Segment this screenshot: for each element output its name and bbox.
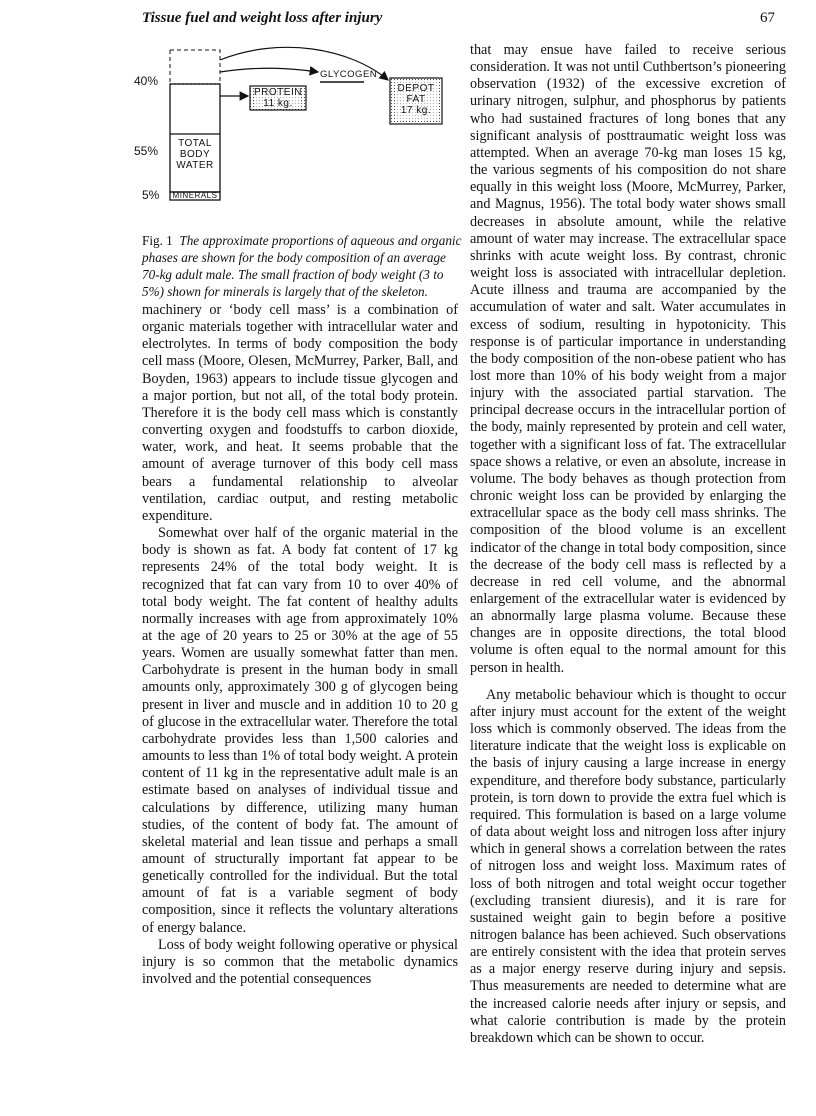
minerals-label: MINERALS (172, 191, 218, 200)
running-header: Tissue fuel and weight loss after injury (142, 10, 383, 26)
right-paragraph-1: that may ensue have failed to receive serious consideration. It was not until Cuthbertson’s pioneering observation (1932) of the excessive excretion of urinary nitrogen, sulphur, and phosphorus by patients who had sustained fractures of long bones that any significant analysis of posttraumatic weight loss was attempted. When an average 70-kg man loses 15 kg, the various segments of his composition do not share equally in this weight loss (Moore, McMurrey, Parker, and Magnus, 1956). The total body water shows small decreases in absolute amount, while the relative amount of water may increase. The extracellular space shrinks with acute weight loss. By contrast, chronic weight loss is associated with intracellular depletion. Acute illness and trauma are accompanied by the accumulation of water and salt. Water accumulates in excess of sodium, resulting in hypotonicity. This response is of particular importance in understanding the body composition of the non-obese patient who has lost more than 10% of his body weight from a major injury with the associated partial starvation. The principal decrease occurs in the intracellular portion of the body, mainly represented by protein and cell water, together with a significant loss of fat. The extracellular space shows a relative, or even an absolute, increase in volume. The body behaves as though protection from chronic weight loss can be provided by enlarging the extracellular space as the body cell mass shrinks. The composition of the blood volume is an excellent indicator of the change in total body composition, since the decrease of the body cell mass is reflected by a decrease in red cell volume, and the abnormal enlargement of the extracellular water is evidenced by an abnormally large plasma volume. Because these changes are in opposite directions, the total blood volume is often equal to the normal amount for this person in health. (470, 42, 786, 676)
arrow-to-glycogen (220, 68, 318, 72)
pct-40-label: 40% (134, 74, 159, 88)
figure-caption (142, 232, 462, 300)
left-paragraph-1: machinery or ‘body cell mass’ is a combination of organic materials together with intracellular water and electrolytes. In terms of body composition the body cell mass (Moore, Olesen, McMurrey, Parker, Ball, and Boyden, 1963) appears to include tissue glycogen and a major portion, but not all, of the total body protein. Therefore it is the body cell mass which is constantly converting oxygen and foodstuffs to carbon dioxide, water, work, and heat. It seems probable that the amount of average turnover of this body cell mass bears a fundamental relationship to alveolar ventilation, cardiac output, and resting metabolic expenditure. (142, 302, 458, 524)
total-body-water-label: TOTAL BODY WATER (176, 138, 214, 171)
fat-dashed-box (170, 50, 220, 84)
pct-55-label: 55% (134, 144, 159, 158)
page-number: 67 (760, 10, 775, 26)
depot-fat-label: DEPOT FAT 17 kg. (397, 83, 435, 116)
left-column (142, 302, 458, 988)
left-paragraph-3: Loss of body weight following operative or physical injury is so common that the metabolic dynamics involved and the potential consequences (142, 936, 458, 988)
right-paragraph-2: Any metabolic behaviour which is thought to occur after injury must account for the extent of the weight loss which is commonly observed. The ideas from the literature indicate that the weight loss is explicable on the basis of injury causing a large increase in energy expenditure, and therefore body substance, particularly protein, is torn down to provide the extra fuel which is required. This formulation is based on a large volume of data about weight loss and nitrogen loss after injury which in general shows a correlation between the rates of nitrogen loss and weight loss. Maximum rates of loss of both nitrogen and total weight occur together (excluding transient diuresis), and it is rare for sustained weight gain to begin before a positive nitrogen balance has been achieved. Such observations are entirely consistent with the idea that protein serves as a major energy reserve during injury and sepsis. Thus measurements are needed to determine what are the increased calorie needs after injury or sepsis, and what calorie contribution is made by the protein breakdown which can be shown to occur. (470, 686, 786, 1046)
caption-label: Fig. 1 (142, 233, 173, 248)
pct-5-label: 5% (142, 188, 160, 202)
caption-text: The approximate proportions of aqueous and organic phases are shown for the body composition of an average 70-kg adult male. The small fraction of body weight (3 to 5%) shown for minerals is largely that of the skeleton. (142, 233, 462, 299)
left-paragraph-2: Somewhat over half of the organic material in the body is shown as fat. A body fat content of 17 kg represents 24% of the total body weight. It is recognized that fat can vary from 10 to over 40% of total body weight. The fat content of healthy adults normally increases with age from approximately 10% at the age of 20 years to 25 or 30% at the age of 55 years. Women are usually somewhat fatter than men. Carbohydrate is present in the human body in small amounts only, approximately 300 g of glycogen being present in liver and muscle and in addition 10 to 20 g of glucose in the extracellular water. Therefore the total carbohydrate provides less than 1,500 calories and amounts to less than 1% of total body weight. A protein content of 11 kg in the representative adult male is an estimate based on analyses of individual tissue and calculations by difference, utilizing many human studies, of the content of body fat. The amount of skeletal material and lean tissue and perhaps a small amount of structurally important fat appear to be genetically controlled for the individual. But the total amount of fat is a variable segment of body composition, since it reflects the voluntary alterations of energy balance. (142, 525, 458, 936)
protein-label: PROTEIN 11 kg. (254, 87, 302, 109)
body-composition-figure (120, 42, 450, 222)
figure-diagram (120, 42, 450, 222)
right-column (470, 42, 786, 1047)
glycogen-label: GLYCOGEN (320, 69, 378, 80)
